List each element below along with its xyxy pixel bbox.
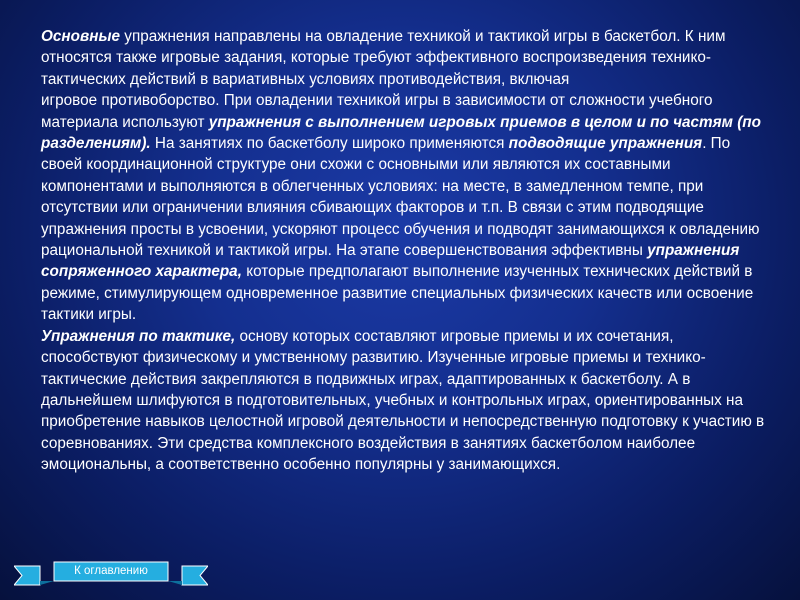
- toc-ribbon-button[interactable]: [14, 560, 208, 587]
- highlight-lead-up: подводящие упражнения: [508, 135, 703, 153]
- text-segment: упражнения направлены на овладение техникой и тактикой игры в баскетбол. К ним относятся также игровые задания, которые требуют эффективного воспроизведения технико-тактических действий в вариативных условиях противодействия, включая: [41, 28, 726, 88]
- text-segment: игровое противоборство. При овладении техникой игры в зависимости от сложности учебного материала используют: [41, 92, 713, 131]
- paragraph-main: [41, 26, 771, 326]
- lead-main: Основные: [41, 28, 121, 45]
- highlight-whole-parts: упражнения с выполнением игровых приемов в целом и по частям (по разделениям).: [41, 113, 761, 153]
- toc-button-label: К оглавлению: [74, 565, 148, 577]
- highlight-conjugate: упражнения сопряженного характера,: [41, 242, 740, 281]
- text-segment: основу которых составляют игровые приемы и их сочетания, способствуют физическому и умственному развитию. Изученные игровые приемы и технико-тактические действия закрепляются в подвижных играх, адаптированных к баскетболу. А в дальнейшем шлифуются в подготовительных, учебных и контрольных играх, ориентированных на приобретение навыков целостной игровой деятельности и непосредственную подготовку к участию в соревнованиях. Эти средства комплексного воздействия в занятиях баскетболом наиболее эмоциональны, а соответственно особенно популярны у занимающихся.: [41, 327, 765, 474]
- lead-tactics: Упражнения по тактике,: [41, 327, 236, 345]
- text-segment: которые предполагают выполнение изученных технических действий в режиме, стимулирующем одновременное развитие специальных физических качеств или освоение тактики игры.: [41, 263, 754, 324]
- body-text: [41, 26, 771, 476]
- text-segment: На занятиях по баскетболу широко применяются: [150, 135, 509, 153]
- text-segment: . По своей координационной структуре они схожи с основными или являются их составными компонентами и выполняются в облегченных условиях: на месте, в замедленном темпе, при отсутствии или ограничении влияния сбивающих факторов и т.п. В связи с этим подводящие упражнения просты в усвоении, ускоряют процесс обучения и подводят занимающихся к овладению рациональной техникой и тактикой игры. На этапе совершенствования эффективны: [41, 135, 760, 260]
- paragraph-tactics: [41, 326, 771, 476]
